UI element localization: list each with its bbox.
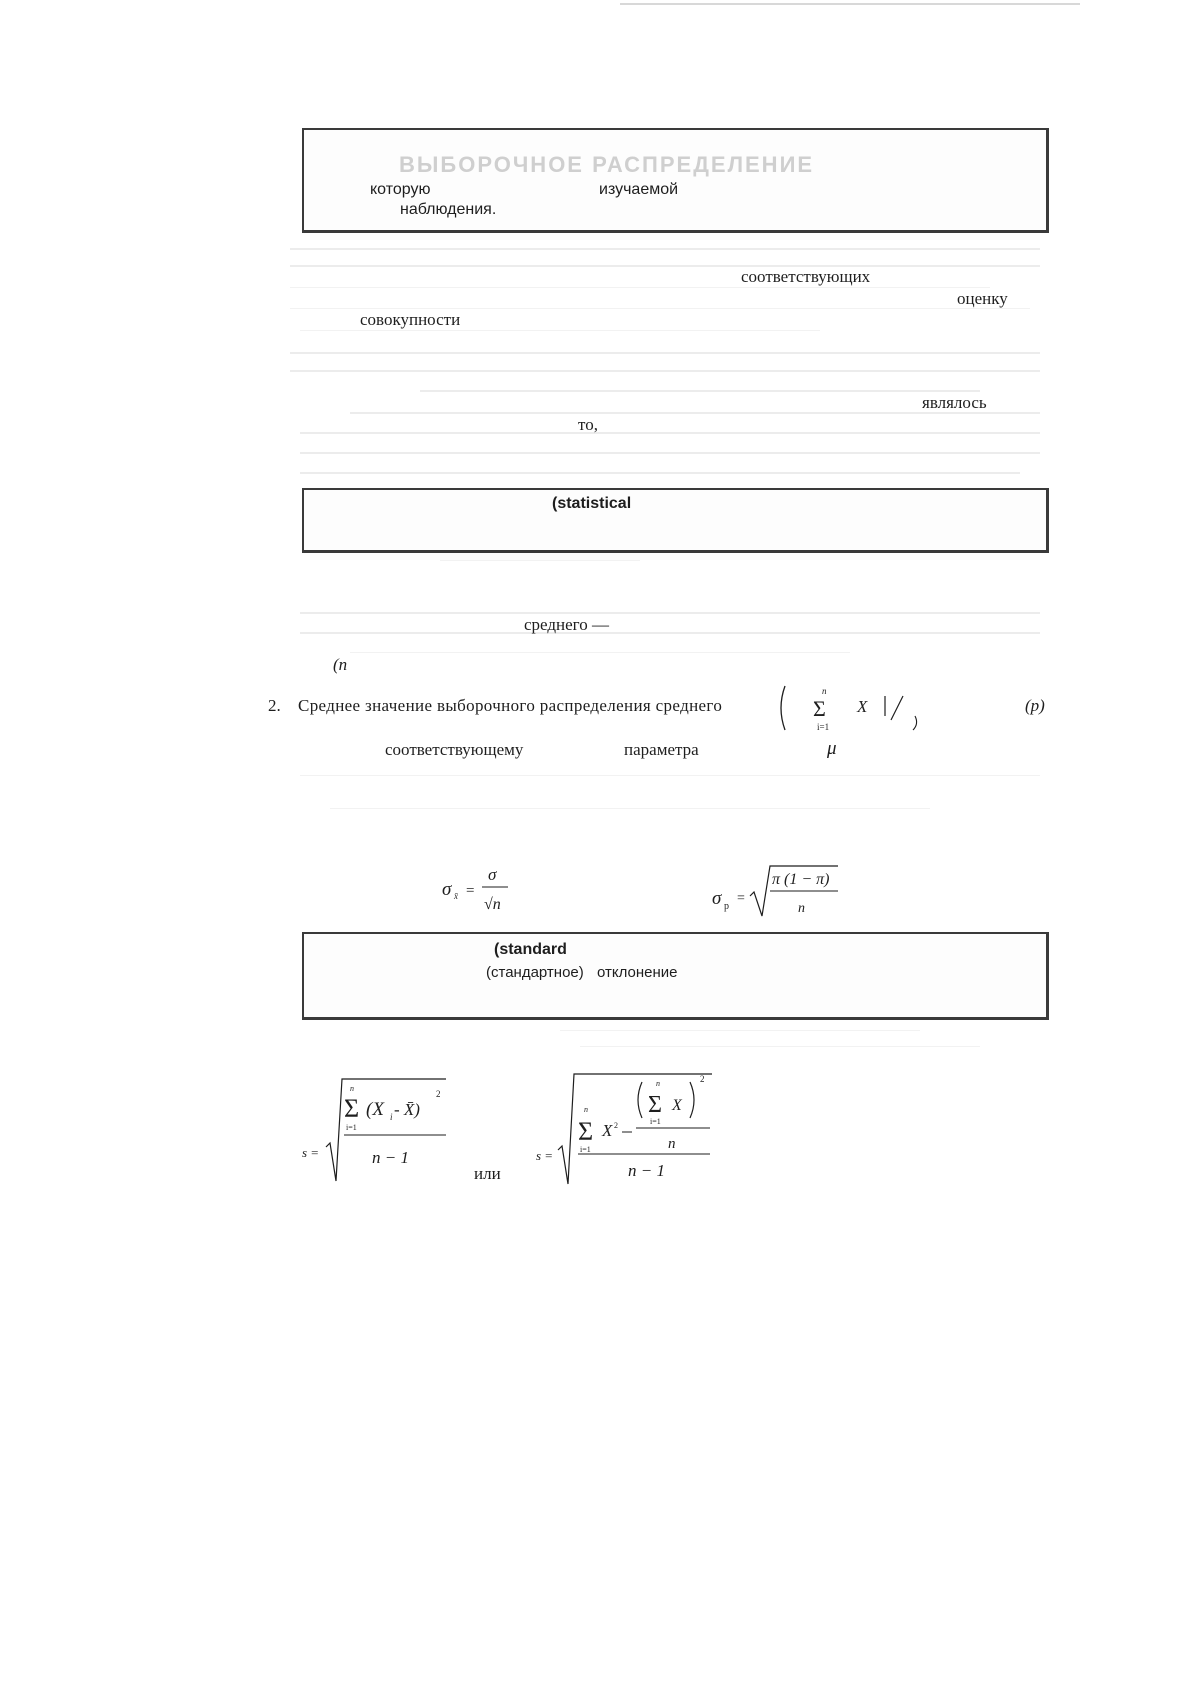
box2-word-1: (statistical	[552, 495, 632, 512]
para3-word-1: среднего —	[524, 615, 609, 634]
inner-x: X	[672, 1097, 682, 1114]
faint-line	[290, 370, 1040, 372]
sigma-p-symbol: σ	[712, 888, 722, 909]
definition-box-2	[302, 488, 1049, 553]
denominator: n − 1	[372, 1148, 409, 1167]
definition-box-1	[302, 128, 1049, 233]
sum-upper-limit: n	[822, 686, 827, 696]
item2-word-1: соответствующему	[385, 740, 524, 759]
top-scan-line	[620, 3, 1080, 5]
para1-word-2: оценку	[957, 289, 1008, 308]
sum-symbol: Σ	[813, 696, 826, 721]
sample-std-formula-1	[300, 1075, 450, 1190]
faint-line	[420, 390, 980, 392]
inner-sum-upper: n	[656, 1079, 660, 1088]
item2-word-2: параметра	[624, 740, 699, 759]
pi-expression: π (1 − π)	[772, 871, 830, 888]
sum-symbol: Σ	[578, 1117, 594, 1146]
faint-line	[300, 612, 1040, 614]
faded-heading: ВЫБОРОЧНОЕ РАСПРЕДЕЛЕНИЕ	[399, 152, 815, 177]
square: 2	[436, 1089, 441, 1099]
box1-word-2: изучаемой	[599, 181, 679, 198]
item2-text: Среднее значение выборочного распределения среднего	[298, 696, 723, 715]
mu-symbol: μ	[827, 738, 837, 759]
sample-std-formula-2	[534, 1068, 714, 1188]
square: 2	[614, 1121, 618, 1130]
box3-word-2: (стандартное)	[486, 964, 584, 981]
inner-sum-lower: i=1	[650, 1117, 661, 1126]
faint-line	[290, 265, 1040, 267]
numerator-left: (X	[366, 1099, 384, 1120]
faint-line	[300, 330, 820, 331]
faint-line	[300, 432, 1040, 434]
numerator-right: - X̄)	[394, 1100, 420, 1119]
box3-word-3: отклонение	[597, 964, 678, 981]
sum-symbol: Σ	[344, 1094, 360, 1123]
std-error-mean-formula	[440, 860, 540, 920]
sigma-p-subscript: p	[724, 901, 729, 912]
para1-word-1: соответствующих	[741, 267, 871, 286]
sum-upper-limit: n	[584, 1105, 588, 1114]
faint-line	[300, 775, 1040, 776]
sigma-subscript: x̄	[454, 891, 458, 901]
faint-line	[350, 652, 850, 653]
inner-denominator: n	[668, 1136, 676, 1152]
item2-tail: (p)	[1025, 696, 1045, 715]
denominator: n − 1	[628, 1161, 665, 1180]
item2-number: 2.	[268, 696, 281, 715]
sqrt-n: √n	[484, 896, 501, 913]
faint-line	[560, 1030, 920, 1031]
equals-sign: =	[737, 891, 745, 906]
definition-box-3	[302, 932, 1049, 1020]
x-i-squared: X	[602, 1121, 613, 1140]
numerator-sub: i	[390, 1112, 393, 1122]
std-error-proportion-formula	[710, 862, 850, 922]
numerator-sigma: σ	[488, 865, 497, 884]
x-i: X	[857, 697, 868, 716]
sigma-symbol: σ	[442, 879, 452, 900]
faint-line	[330, 808, 930, 809]
equals-sign: =	[466, 883, 475, 899]
s-equals: s =	[536, 1148, 554, 1163]
box3-word-1: (standard	[494, 941, 567, 958]
denominator-n: n	[798, 901, 805, 916]
faint-line	[290, 352, 1040, 354]
para1-word-3: совокупности	[360, 310, 461, 329]
para2-word-2: то,	[578, 415, 598, 434]
faint-line	[300, 632, 1040, 634]
para3-word-2: (n	[333, 655, 348, 674]
sum-lower-limit: i=1	[817, 722, 830, 732]
faint-line	[300, 452, 1040, 454]
para2-word-1: являлось	[922, 393, 987, 412]
box1-word-3: наблюдения.	[400, 201, 497, 218]
sum-lower-limit: i=1	[346, 1123, 357, 1132]
faint-line	[290, 308, 1030, 309]
faint-line	[290, 248, 1040, 250]
inner-sum-symbol: Σ	[648, 1092, 662, 1118]
or-word: или	[474, 1164, 501, 1183]
sample-mean-formula	[775, 682, 925, 742]
faint-line	[580, 1046, 980, 1047]
outer-square: 2	[700, 1074, 705, 1084]
s-equals: s =	[302, 1145, 320, 1160]
box1-word-1: которую	[370, 181, 431, 198]
faint-line	[300, 472, 1020, 474]
sum-lower-limit: i=1	[580, 1145, 591, 1154]
faint-line	[290, 287, 990, 288]
faint-line	[440, 560, 640, 561]
sum-upper-limit: n	[350, 1084, 354, 1093]
